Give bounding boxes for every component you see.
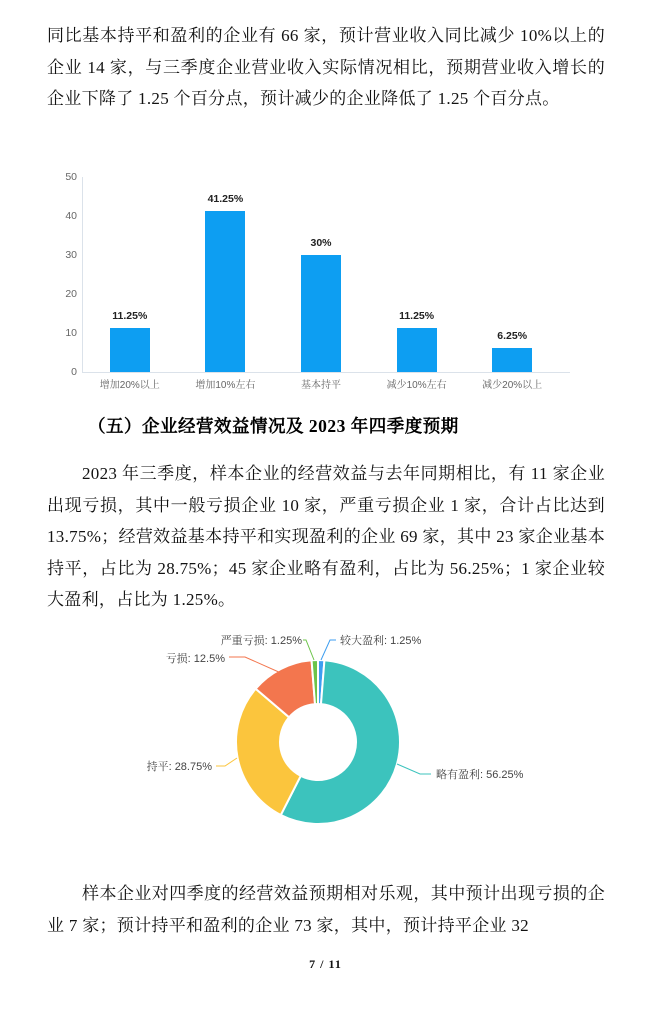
x-axis-line xyxy=(82,372,570,373)
bar xyxy=(205,211,245,372)
paragraph-revenue-outlook: 同比基本持平和盈利的企业有 66 家，预计营业收入同比减少 10%以上的企业 14 家，与三季度企业营业收入实际情况相比，预期营业收入增长的企业下降了 1.25 个百分点，预计减少的企业降低了 1.25 个百分点。 xyxy=(47,26,605,108)
leader-line-0 xyxy=(321,640,336,660)
bar-value-label: 30% xyxy=(310,237,332,249)
x-axis-label: 减少10%左右 xyxy=(386,380,447,391)
x-axis-label: 增加10%左右 xyxy=(195,380,256,391)
y-axis-tick: 50 xyxy=(65,171,77,183)
y-axis-tick: 10 xyxy=(65,327,77,339)
y-axis-tick: 20 xyxy=(65,288,77,300)
paragraph-q3-performance: 2023 年三季度，样本企业的经营效益与去年同期相比，有 11 家企业出现亏损，其中一般亏损企业 10 家，严重亏损企业 1 家，合计占比达到 13.75%；经营效益基本持平和实现盈利的企业 69 家，其中 23 家企业基本持平，占比为 28.75%；45 家企业略有盈利，占比为 56.25%；1 家企业较大盈利，占比为 1.25%。 xyxy=(47,464,605,609)
bar xyxy=(492,348,532,372)
leader-line-2 xyxy=(216,758,237,766)
donut-slice-label-1: 略有盈利: 56.25% xyxy=(436,769,524,781)
donut-chart-profit-distribution xyxy=(0,618,651,870)
bar-value-label: 11.25% xyxy=(112,310,148,322)
x-axis-label: 基本持平 xyxy=(301,380,341,391)
page-number: 7 / 11 xyxy=(309,957,342,971)
donut-slice-label-2: 持平: 28.75% xyxy=(146,761,212,773)
y-axis-tick: 40 xyxy=(65,210,77,222)
y-axis-tick: 30 xyxy=(65,249,77,261)
bar-value-label: 11.25% xyxy=(399,310,435,322)
x-axis-label: 增加20%以上 xyxy=(99,380,160,391)
bar xyxy=(110,328,150,372)
x-axis-label: 减少20%以上 xyxy=(482,380,543,391)
bar-value-label: 41.25% xyxy=(207,193,244,205)
y-axis-tick: 0 xyxy=(71,366,77,378)
bar-value-label: 6.25% xyxy=(497,330,528,342)
donut-slice-label-4: 严重亏损: 1.25% xyxy=(220,635,302,647)
leader-line-1 xyxy=(397,764,431,774)
donut-svg xyxy=(0,618,651,870)
leader-line-3 xyxy=(229,657,281,673)
bar-chart-revenue-forecast xyxy=(60,170,612,400)
paragraph-q4-outlook: 样本企业对四季度的经营效益预期相对乐观，其中预计出现亏损的企业 7 家；预计持平和盈利的企业 73 家，其中，预计持平企业 32 xyxy=(47,884,605,935)
bar xyxy=(301,255,341,372)
donut-slice-label-3: 亏损: 12.5% xyxy=(165,653,225,665)
section-heading: （五）企业经营效益情况及 2023 年四季度预期 xyxy=(88,416,459,436)
y-axis-line xyxy=(82,177,83,373)
donut-slice-label-0: 较大盈利: 1.25% xyxy=(340,635,422,647)
bar xyxy=(397,328,437,372)
leader-line-4 xyxy=(303,640,314,660)
